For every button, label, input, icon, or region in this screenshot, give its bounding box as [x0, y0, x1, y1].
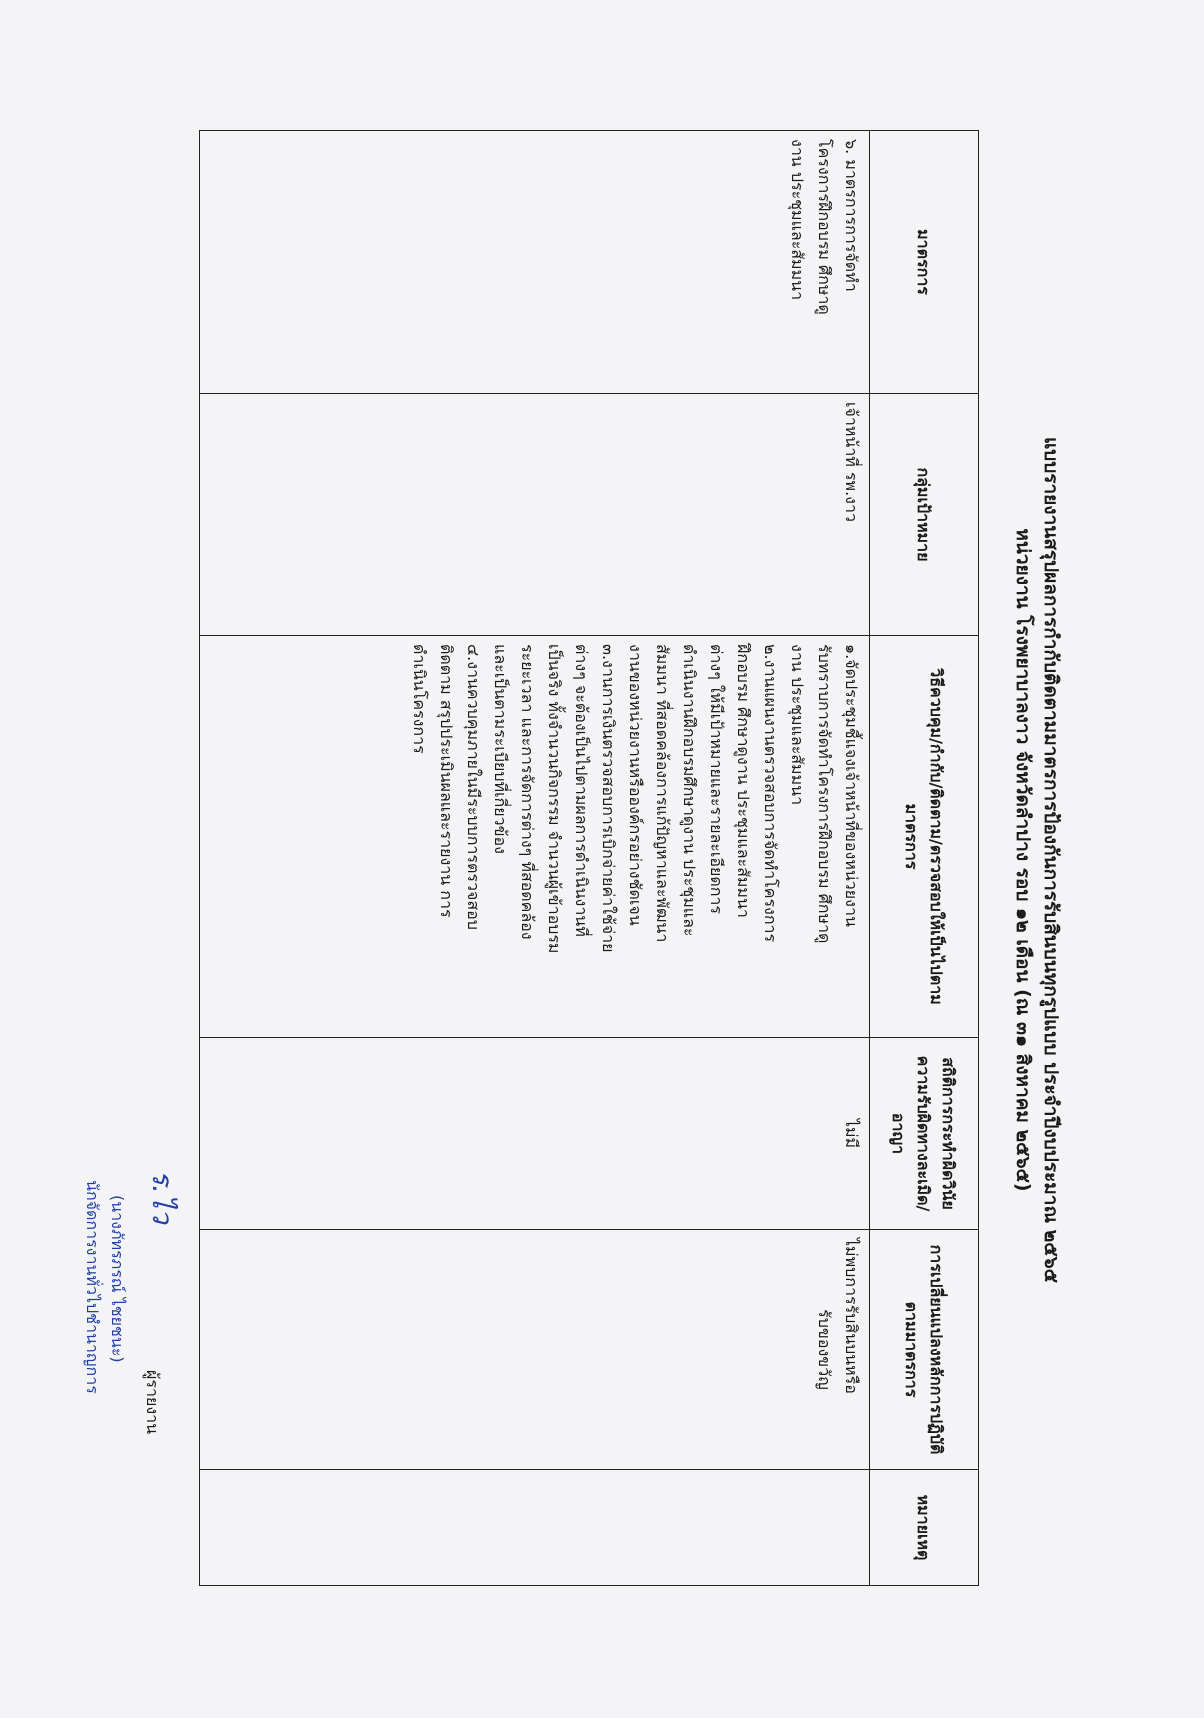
- line: ต่างๆ จะต้องเป็นไปตามผลการดำเนินงานที่: [572, 644, 591, 937]
- signer-label: ผู้รายงาน: [143, 1370, 162, 1435]
- line: เป็นจริง ทั้งจำนวนกิจกรรม จำนวนผู้เข้าอบรม: [545, 644, 564, 954]
- col-header-change: การเปลี่ยนแปลงหลักการปฏิบัติตามมาตรการ: [870, 1230, 979, 1470]
- cell-note: [200, 1470, 870, 1586]
- line: และเป็นตามระเบียบที่เกี่ยวข้อง: [491, 644, 510, 854]
- line: เจ้าหน้าที่ รพ.งาว: [842, 402, 861, 522]
- line: ๓.งานการเงินตรวจสอบการเบิกจ่ายค่าใช้จ่าย: [599, 644, 618, 953]
- line: ๒.งานแผนงานตรวจสอบการจัดทำโครงการ: [761, 644, 780, 943]
- line: งาน ประชุมและสัมมนา: [788, 139, 807, 301]
- line: ไม่มี: [842, 1118, 861, 1149]
- line: ๔.งานควบคุมภายในมีระบบการตรวจสอบ: [464, 644, 483, 930]
- cell-control: [200, 636, 870, 1038]
- col-header-target: กลุ่มเป้าหมาย: [870, 394, 979, 636]
- line: โครงการฝึกอบรม ศึกษาดู: [815, 139, 834, 315]
- col-header-stats: สถิติการกระทำผิดวินัย ความรับผิดทางละเมิด/อาญา: [870, 1038, 979, 1230]
- table-header-row: [870, 131, 979, 1586]
- line: ดำเนินงานฝึกอบรมศึกษาดูงาน ประชุมและ: [680, 644, 699, 937]
- line: ต่างๆ ให้มีเป้าหมายและรายละเอียดการ: [707, 644, 726, 915]
- col-header-note: หมายเหตุ: [870, 1470, 979, 1586]
- col-header-control: วิธีควบคุม/กำกับ/ติดตาม/ตรวจสอบให้เป็นไปตามมาตรการ: [870, 636, 979, 1038]
- cell-target: [200, 394, 870, 636]
- cell-stats: [200, 1038, 870, 1230]
- signer-name-stamp: (นางภัทรภรณ์ ไชยชนะ): [108, 1195, 127, 1363]
- line: ติดตาม สรุปประเมินผลและรายงาน การ: [437, 644, 456, 918]
- handwritten-signature: ร.ไว: [146, 1170, 179, 1224]
- line: งาน ประชุมและสัมมนา: [788, 644, 807, 806]
- cell-change: [200, 1230, 870, 1470]
- report-subtitle: หน่วยงาน โรงพยาบาลงาว จังหวัดลำปาง รอบ ๑๒ เดือน (ณ ๓๑ สิงหาคม ๒๕๖๕): [1012, 528, 1034, 1192]
- line: ระยะเวลา และการจัดการต่างๆ ที่สอดคล้อง: [518, 644, 537, 940]
- line: ฝึกอบรม ศึกษาดูงาน ประชุมและสัมมนา: [734, 644, 753, 918]
- cell-measure: [200, 131, 870, 394]
- table-row: [200, 131, 870, 1586]
- line: ๖. มาตรการการจัดทำ: [842, 139, 861, 292]
- report-table: [199, 130, 979, 1586]
- report-title: แบบรายงานสรุปผลการกำกับติดตามมาตรการป้องกันการรับสินบนทุกรูปแบบ ประจำปีงบประมาณ ๒๕๖๕: [1040, 436, 1062, 1284]
- line: งานของหน่วยงานหรือองค์กรอย่างชัดเจน: [626, 644, 645, 926]
- line: รับของขวัญ: [815, 1309, 834, 1390]
- line: สัมมนา ที่สอดคล้องการแก้ปัญหาและพัฒนา: [653, 644, 672, 943]
- line: ดำเนินโครงการ: [410, 644, 429, 754]
- line: รับทราบการจัดทำโครงการฝึกอบรม ศึกษาดู: [815, 644, 834, 944]
- line: ๑.จัดประชุมชี้แจงเจ้าหน้าที่ของหน่วยงาน: [842, 644, 861, 927]
- signer-position-stamp: นักจัดการงานทั่วไปชำนาญการ: [83, 1180, 102, 1394]
- line: ไม่พบการรับสินบนหรือ: [842, 1238, 861, 1394]
- col-header-measure: มาตรการ: [870, 131, 979, 394]
